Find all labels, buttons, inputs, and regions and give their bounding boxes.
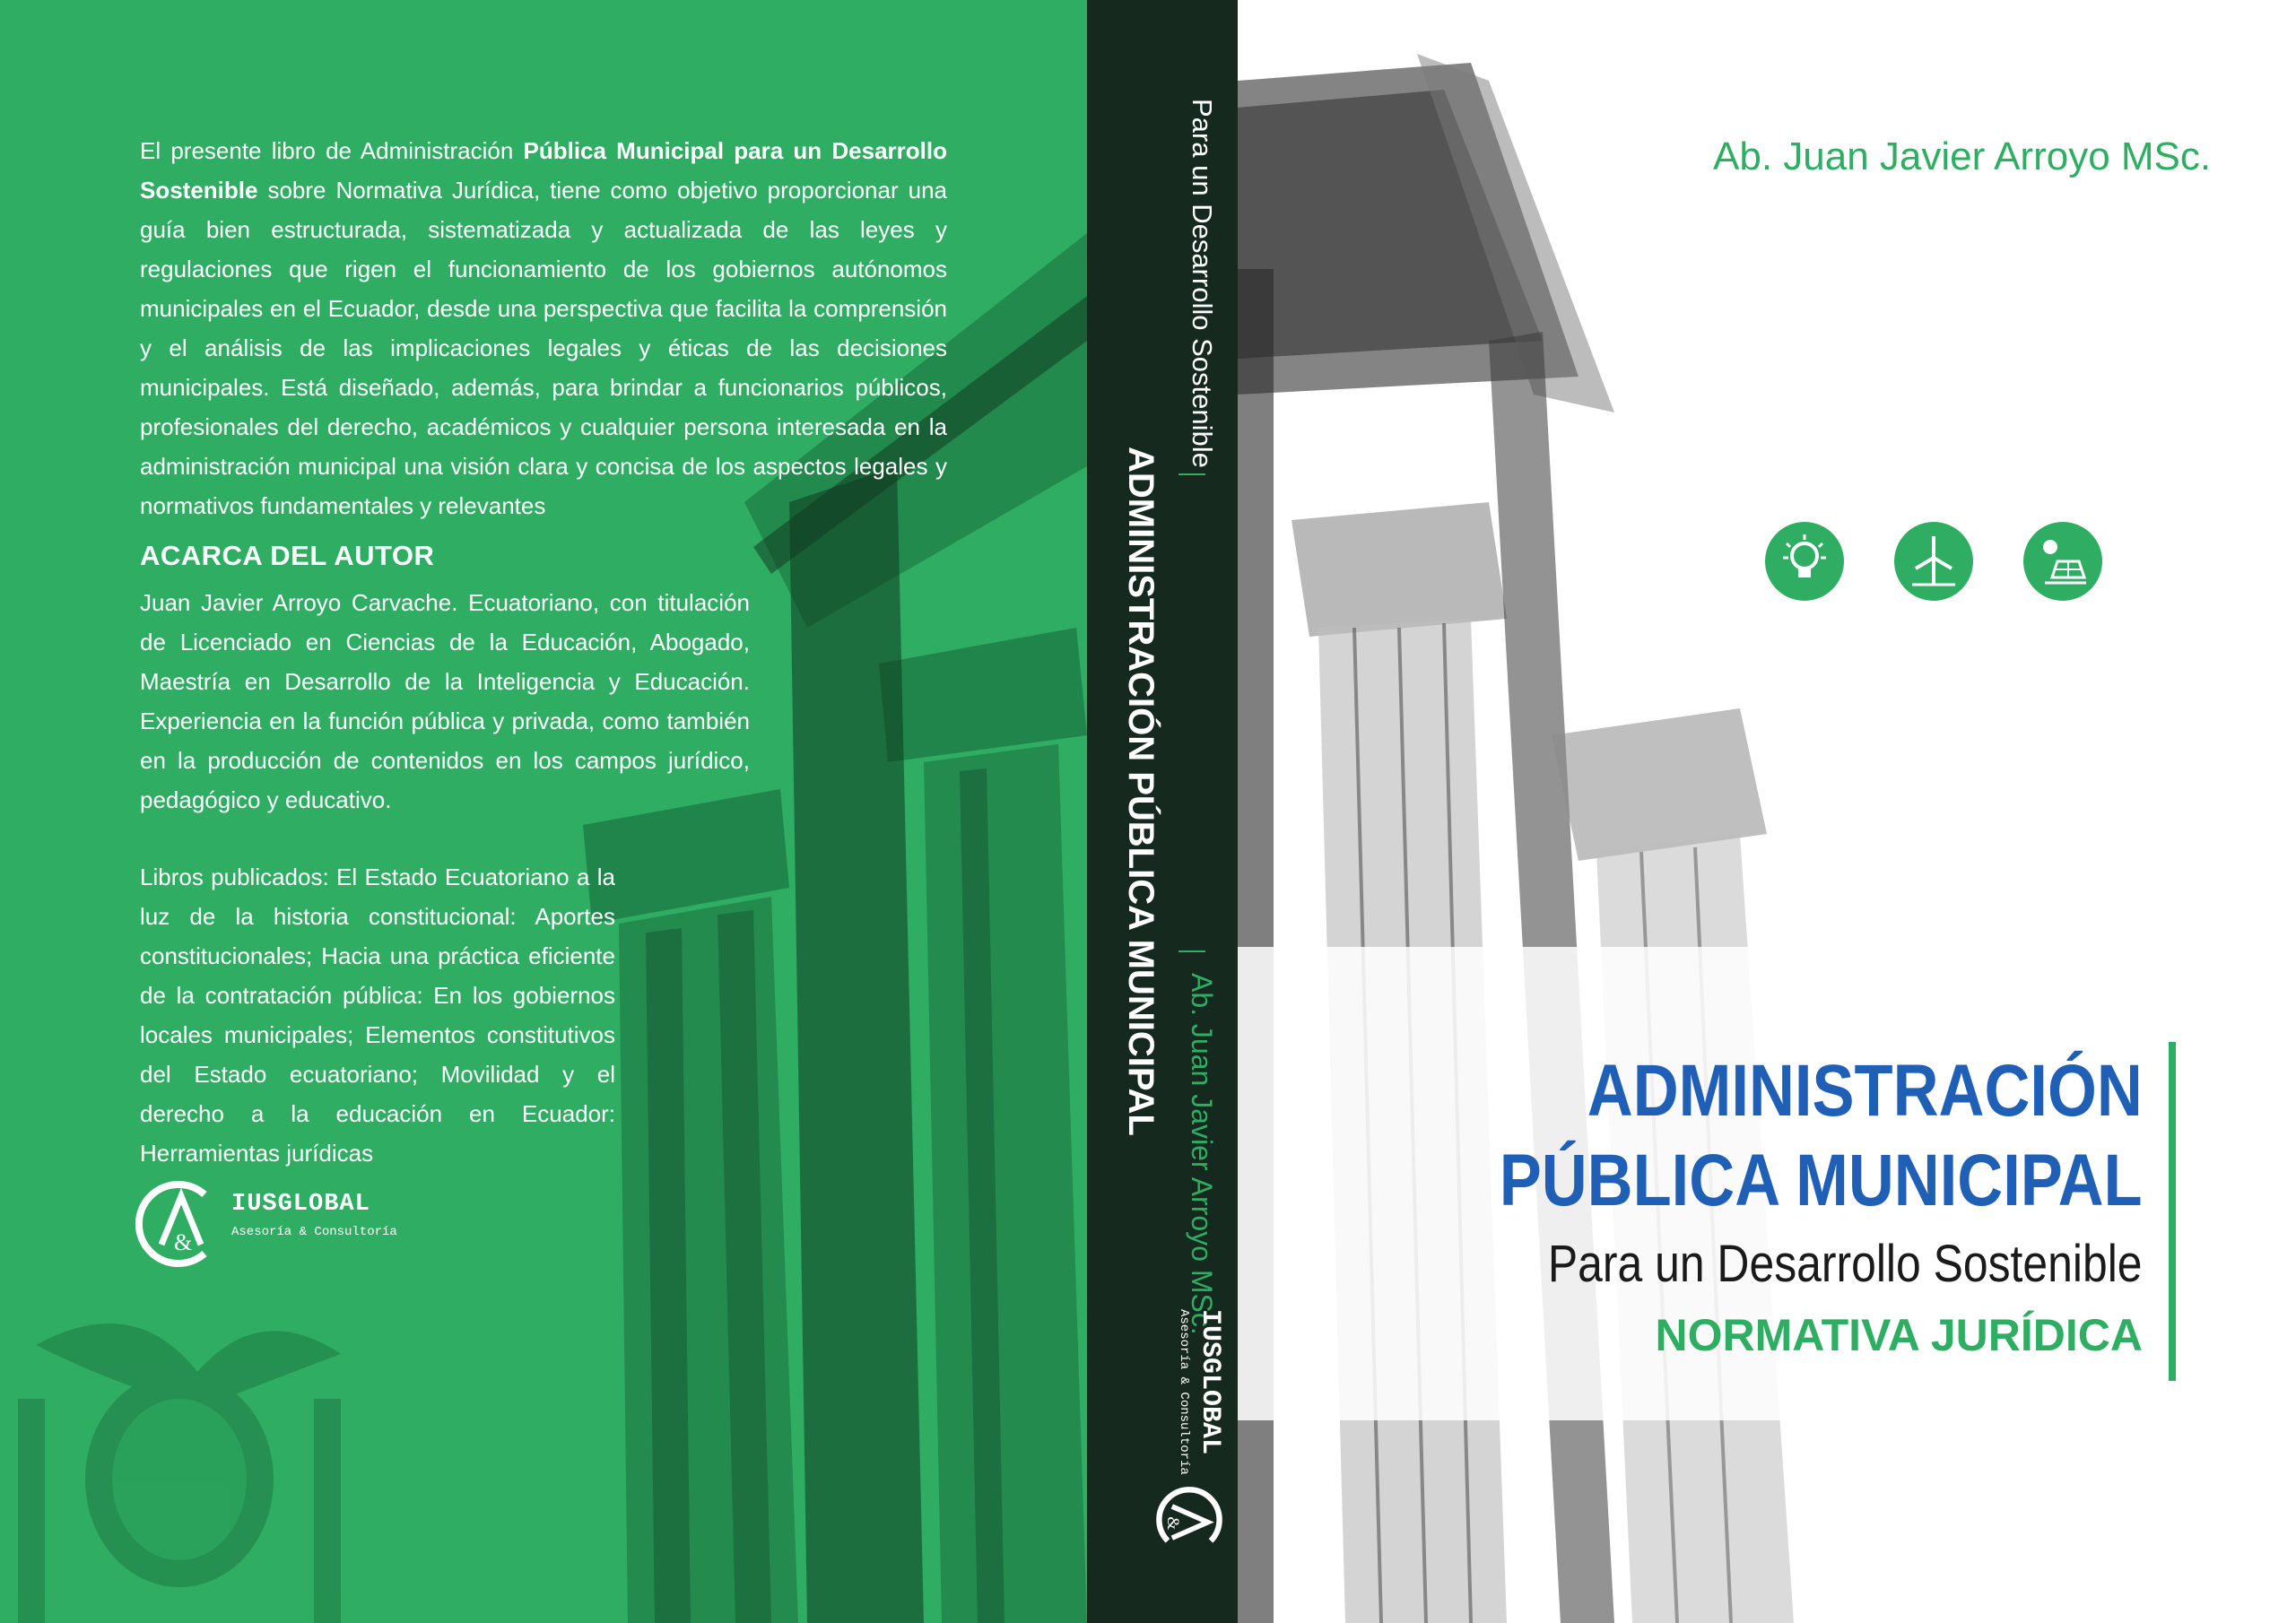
spine-logo-name: IUSGLOBAL xyxy=(1195,1309,1225,1455)
back-cover xyxy=(0,0,1087,1623)
spine-publisher-logo xyxy=(1100,1309,1225,1578)
title-line-2: PÚBLICA MUNICIPAL xyxy=(1500,1140,2143,1221)
publisher-logo xyxy=(135,1175,404,1282)
front-author: Ab. Juan Javier Arroyo MSc. xyxy=(1713,135,2212,178)
iusglobal-monogram-icon xyxy=(135,1175,224,1273)
title-line-1: ADMINISTRACIÓN xyxy=(1587,1050,2143,1132)
spine-rotated-content xyxy=(1087,0,1238,1623)
spine-divider xyxy=(1178,950,1205,952)
spine-monogram-icon xyxy=(1153,1485,1225,1557)
solar-panel-icon xyxy=(2023,522,2102,601)
about-author-heading: ACARCA DEL AUTOR xyxy=(140,540,435,571)
spine-divider xyxy=(1178,473,1205,475)
synopsis-body: sobre Normativa Jurídica, tiene como objetivo proporcionar una guía bien estructurada, sistematizada y actualizada de las leyes y regulaciones que rigen el funcionamiento de los gobiernos autónomos municipales en el Ecuador, desde una perspectiva que facilita la comprensión y el análisis de las implicaciones legales y éticas de las decisiones municipales. Está diseñado, además, para brindar a funcionarios públicos, profesionales del derecho, académicos y cualquier persona interesada en la administración municipal una visión clara y concisa de los aspectos legales y normativos fundamentales y relevantes xyxy=(140,177,947,519)
synopsis-text xyxy=(140,131,947,525)
author-bio: Juan Javier Arroyo Carvache. Ecuatoriano, con titulación de Licenciado en Ciencias de la Educación, Abogado, Maestría en Desarrollo de la Inteligencia y Educación. Experiencia en la función pública y privada, como también en la producción de contenidos en los campos jurídico, pedagógico y educativo. xyxy=(140,589,750,813)
synopsis-lead: El presente libro de Administración xyxy=(140,137,524,164)
front-cover xyxy=(1238,0,2296,1623)
spine-author: Ab. Juan Javier Arroyo MSc. xyxy=(1186,973,1218,1335)
logo-ampersand: & xyxy=(174,1229,193,1255)
sustainability-icons xyxy=(1765,522,2124,603)
spine-subtitle: Para un Desarrollo Sostenible xyxy=(1187,99,1218,468)
title-accent-bar xyxy=(2169,1042,2176,1381)
logo-name: IUSGLOBAL xyxy=(231,1191,370,1218)
published-books: Libros publicados: El Estado Ecuatoriano a la luz de la historia constitucional: Aportes constitucionales; Hacia una práctica eficiente de la contratación pública: En los gobiernos locales municipales; Elementos constitutivos del Estado ecuatoriano; Movilidad y el derecho a la educación en Ecuador: Herramientas jurídicas xyxy=(140,864,615,1167)
synopsis-emphasis: Pública Municipal para un Desarrollo Sostenible xyxy=(140,137,947,204)
front-tagline: NORMATIVA JURÍDICA xyxy=(1655,1310,2143,1360)
spine-logo-ampersand: & xyxy=(1163,1516,1182,1531)
front-subtitle: Para un Desarrollo Sostenible xyxy=(1548,1235,2143,1293)
logo-tagline: Asesoría & Consultoría xyxy=(231,1225,397,1239)
spine-logo-tagline: Asesoría & Consultoría xyxy=(1177,1309,1191,1475)
lightbulb-icon xyxy=(1765,522,1844,601)
wind-turbine-icon xyxy=(1894,522,1973,601)
spine xyxy=(1087,0,1238,1623)
spine-title: ADMINISTRACIÓN PÚBLICA MUNICIPAL xyxy=(1121,447,1161,1136)
